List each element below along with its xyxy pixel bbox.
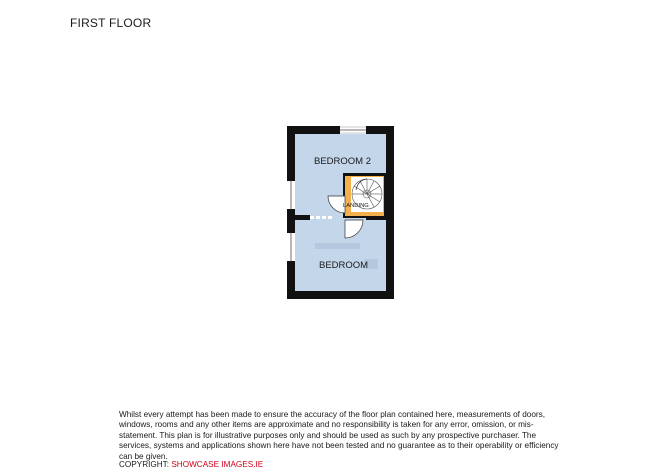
room-label-landing: LANDING	[343, 203, 369, 209]
copyright-line	[119, 460, 263, 470]
room-label-bedroom-2: BEDROOM 2	[314, 156, 372, 167]
disclaimer-text: Whilst every attempt has been made to ensure the accuracy of the floor plan contained here, measurements of doors, windows, rooms and any other items are approximate and no responsibility is taken for any error, omission, or mis-statement. This plan is for illustrative purposes only and should be used as such by any prospective purchaser. The services, systems and applications shown here have not been tested and no guarantee as to their operability or efficiency can be given.	[119, 410, 559, 461]
copyright-label: COPYRIGHT:	[119, 460, 172, 469]
room-label-bedroom: BEDROOM	[319, 260, 369, 271]
floor-title: FIRST FLOOR	[70, 16, 152, 30]
copyright-brand: SHOWCASE IMAGES.IE	[171, 460, 264, 469]
partition-wall	[295, 215, 310, 220]
